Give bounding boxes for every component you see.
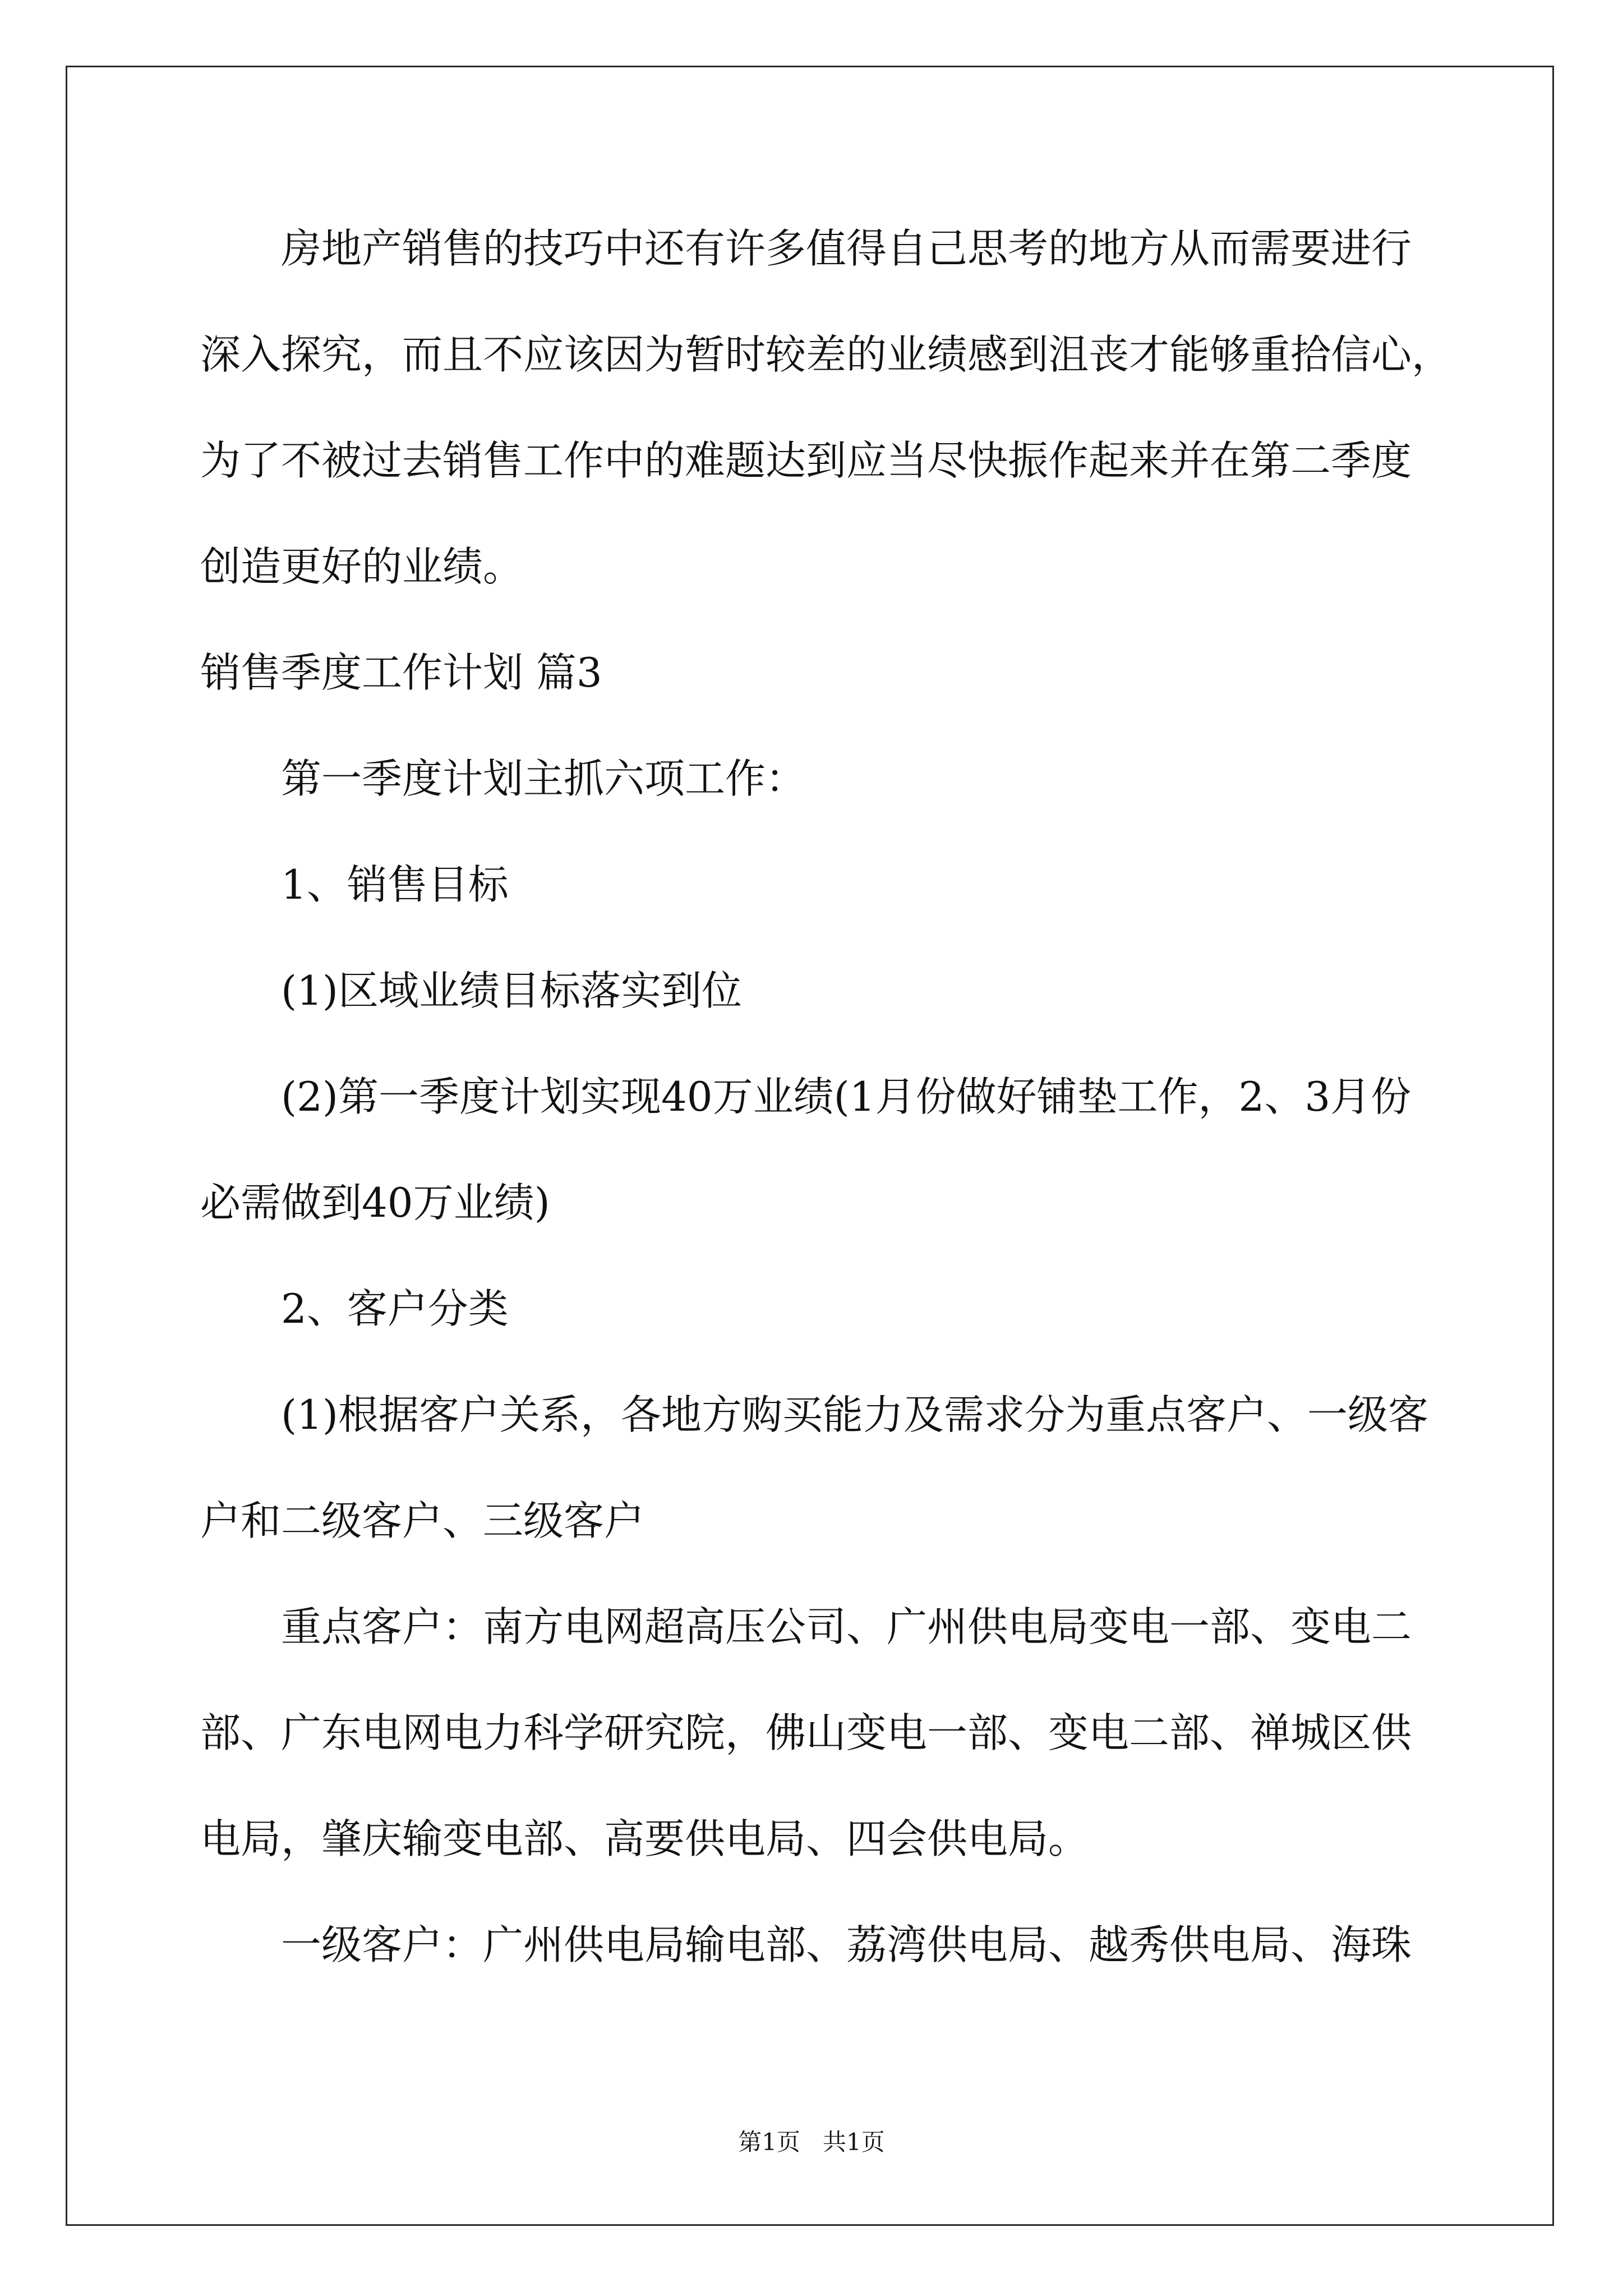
paragraph-line: 创造更好的业绩。: [200, 543, 524, 590]
paragraph-line: 房地产销售的技巧中还有许多值得自己思考的地方从而需要进行: [281, 225, 1412, 272]
list-item: [200, 1362, 1535, 1574]
list-heading: [200, 832, 1535, 938]
paragraph-line: 1、销售目标: [281, 861, 509, 908]
paragraph-line: 为了不被过去销售工作中的难题达到应当尽快振作起来并在第二季度: [200, 437, 1412, 484]
list-item: [200, 938, 1535, 1044]
paragraph-line: (2)第一季度计划实现40万业绩(1月份做好铺垫工作，2、3月份: [281, 1073, 1412, 1120]
paragraph: [200, 1892, 1535, 1998]
section-heading-text: 销售季度工作计划 篇3: [200, 649, 602, 696]
paragraph-line: 2、客户分类: [281, 1285, 509, 1332]
list-item: [200, 1044, 1535, 1256]
section-heading: [200, 620, 1535, 726]
paragraph-line: 第一季度计划主抓六项工作：: [281, 755, 806, 802]
list-heading: [200, 1256, 1535, 1362]
paragraph-line: 部、广东电网电力科学研究院，佛山变电一部、变电二部、禅城区供: [200, 1709, 1412, 1756]
paragraph: [200, 1574, 1535, 1892]
paragraph-line: 重点客户：南方电网超高压公司、广州供电局变电一部、变电二: [281, 1603, 1412, 1650]
paragraph-line: 深入探究，而且不应该因为暂时较差的业绩感到沮丧才能够重拾信心，: [200, 331, 1453, 378]
paragraph: [200, 726, 1535, 832]
paragraph-line: (1)区域业绩目标落实到位: [281, 967, 742, 1014]
paragraph: [200, 196, 1535, 620]
page-footer: 第1页 共1页: [738, 2128, 885, 2156]
document-body: [200, 196, 1535, 1998]
paragraph-line: 户和二级客户、三级客户: [200, 1497, 645, 1544]
paragraph-line: 必需做到40万业绩): [200, 1179, 550, 1226]
paragraph-line: (1)根据客户关系，各地方购买能力及需求分为重点客户、一级客: [281, 1391, 1428, 1438]
paragraph-line: 一级客户：广州供电局输电部、荔湾供电局、越秀供电局、海珠: [281, 1921, 1412, 1968]
paragraph-line: 电局，肇庆输变电部、高要供电局、四会供电局。: [200, 1815, 1089, 1862]
